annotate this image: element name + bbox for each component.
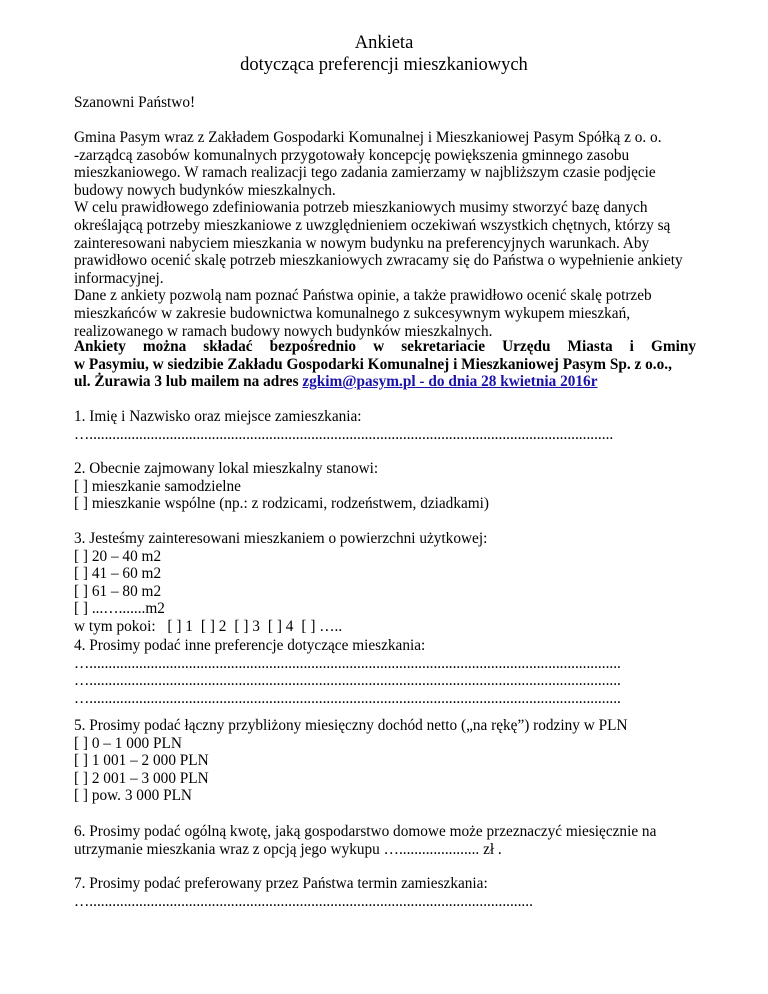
checkbox-option[interactable]: [ ] pow. 3 000 PLN — [74, 787, 192, 805]
room-option[interactable]: [ ] 2 — [200, 617, 227, 635]
question-label: utrzymanie mieszkania wraz z opcją jego wykupu …..................... zł . — [74, 840, 502, 858]
answer-blank[interactable]: ….................................................................................................................... — [74, 892, 533, 910]
question-7 — [74, 875, 696, 910]
intro-line: realizowanego w ramach budowy nowych budynków mieszkalnych. — [74, 322, 493, 340]
room-option[interactable]: [ ] 1 — [167, 617, 193, 635]
question-label: 3. Jesteśmy zainteresowani mieszkaniem o powierzchni użytkowej: — [74, 530, 488, 547]
intro-line: Dane z ankiety pozwolą nam poznać Państwa opinie, a także prawidłowo ocenić skalę potrzeb — [74, 287, 652, 305]
intro-line: zainteresowani nabyciem mieszkania w nowym budynku na preferencyjnych warunkach. Aby — [74, 234, 650, 252]
intro-line: informacyjnej. — [74, 269, 164, 287]
rooms-label: w tym pokoi: — [74, 617, 156, 635]
notice-line: ul. Żurawia 3 lub mailem na adres zgkim@pasym.pl - do dnia 28 kwietnia 2016r — [74, 373, 598, 391]
checkbox-option[interactable]: [ ] mieszkanie samodzielne — [74, 477, 241, 495]
question-3 — [74, 530, 696, 636]
intro-line: prawidłowo ocenić skalę potrzeb mieszkaniowych zwracamy się do Państwa o wypełnienie ankiety — [74, 252, 683, 270]
question-6 — [74, 823, 696, 858]
submission-notice — [74, 338, 696, 391]
notice-line: w Pasymiu, w siedzibie Zakładu Gospodarki Komunalnej i Mieszkaniowej Pasym Sp. z o.o., — [74, 355, 672, 373]
question-label: 4. Prosimy podać inne preferencje dotyczące mieszkania: — [74, 637, 426, 654]
intro-line: Gmina Pasym wraz z Zakładem Gospodarki Komunalnej i Mieszkaniowej Pasym Spółką z o. o. — [74, 129, 662, 146]
intro-paragraph — [74, 129, 696, 340]
room-option[interactable]: [ ] 3 — [234, 617, 260, 635]
checkbox-option[interactable]: [ ] 2 001 – 3 000 PLN — [74, 769, 209, 787]
answer-blank[interactable]: …........................................................................................................................................... — [74, 689, 621, 707]
checkbox-option[interactable]: [ ] 1 001 – 2 000 PLN — [74, 752, 209, 770]
answer-blank[interactable]: …........................................................................................................................................... — [74, 654, 621, 672]
intro-line: budowy nowych budynków mieszkalnych. — [74, 181, 336, 199]
question-label: 2. Obecnie zajmowany lokal mieszkalny stanowi: — [74, 460, 379, 477]
question-label: 5. Prosimy podać łączny przybliżony miesięczny dochód netto („na rękę”) rodziny w PLN — [74, 717, 628, 734]
room-option[interactable]: [ ] 4 — [267, 617, 294, 635]
intro-line: -zarządcą zasobów komunalnych przygotowały koncepcję powiększenia gminnego zasobu — [74, 146, 630, 164]
question-4 — [74, 637, 696, 707]
deadline-text: - do dnia 28 kwietnia 2016r — [415, 373, 598, 391]
answer-blank[interactable]: …........................................................................................................................................... — [74, 672, 621, 690]
checkbox-option[interactable]: [ ] 0 – 1 000 PLN — [74, 734, 182, 752]
answer-blank[interactable]: …......................................................................................................................................... — [74, 425, 614, 443]
notice-line: Ankiety można składać bezpośrednio w sekretariacie Urzędu Miasta i Gminy — [74, 338, 696, 355]
question-2 — [74, 460, 696, 513]
question-label: 6. Prosimy podać ogólną kwotę, jaką gospodarstwo domowe może przeznaczyć miesięcznie na — [74, 823, 657, 840]
intro-line: mieszkańców w zakresie budownictwa komunalnego z sukcesywnym wykupem mieszkań, — [74, 304, 631, 322]
document-title: Ankieta — [354, 33, 414, 53]
question-label: 1. Imię i Nazwisko oraz miejsce zamieszkania: — [74, 408, 362, 425]
question-5 — [74, 717, 696, 805]
checkbox-option[interactable]: [ ] 61 – 80 m2 — [74, 582, 162, 600]
checkbox-option[interactable]: [ ] mieszkanie wspólne (np.: z rodzicami, rodzeństwem, dziadkami) — [74, 495, 489, 513]
rooms-row — [74, 618, 696, 636]
intro-line: W celu prawidłowego zdefiniowania potrzeb mieszkaniowych musimy stworzyć bazę danych — [74, 199, 648, 217]
intro-line: określającą potrzeby mieszkaniowe z uwzględnieniem oczekiwań wszystkich chętnych, którzy są — [74, 216, 671, 234]
email-link[interactable]: zgkim@pasym.pl — [302, 373, 416, 391]
checkbox-option[interactable]: [ ] ...….......m2 — [74, 600, 165, 618]
intro-line: mieszkaniowego. W ramach realizacji tego zadania zamierzamy w najbliższym czasie podjęcie — [74, 164, 656, 182]
checkbox-option[interactable]: [ ] 41 – 60 m2 — [74, 565, 162, 583]
greeting: Szanowni Państwo! — [74, 94, 196, 111]
room-option[interactable]: [ ] ….. — [301, 617, 343, 635]
question-1 — [74, 408, 696, 443]
question-label: 7. Prosimy podać preferowany przez Państwa termin zamieszkania: — [74, 875, 488, 892]
document-subtitle: dotycząca preferencji mieszkaniowych — [240, 55, 528, 75]
checkbox-option[interactable]: [ ] 20 – 40 m2 — [74, 547, 162, 565]
